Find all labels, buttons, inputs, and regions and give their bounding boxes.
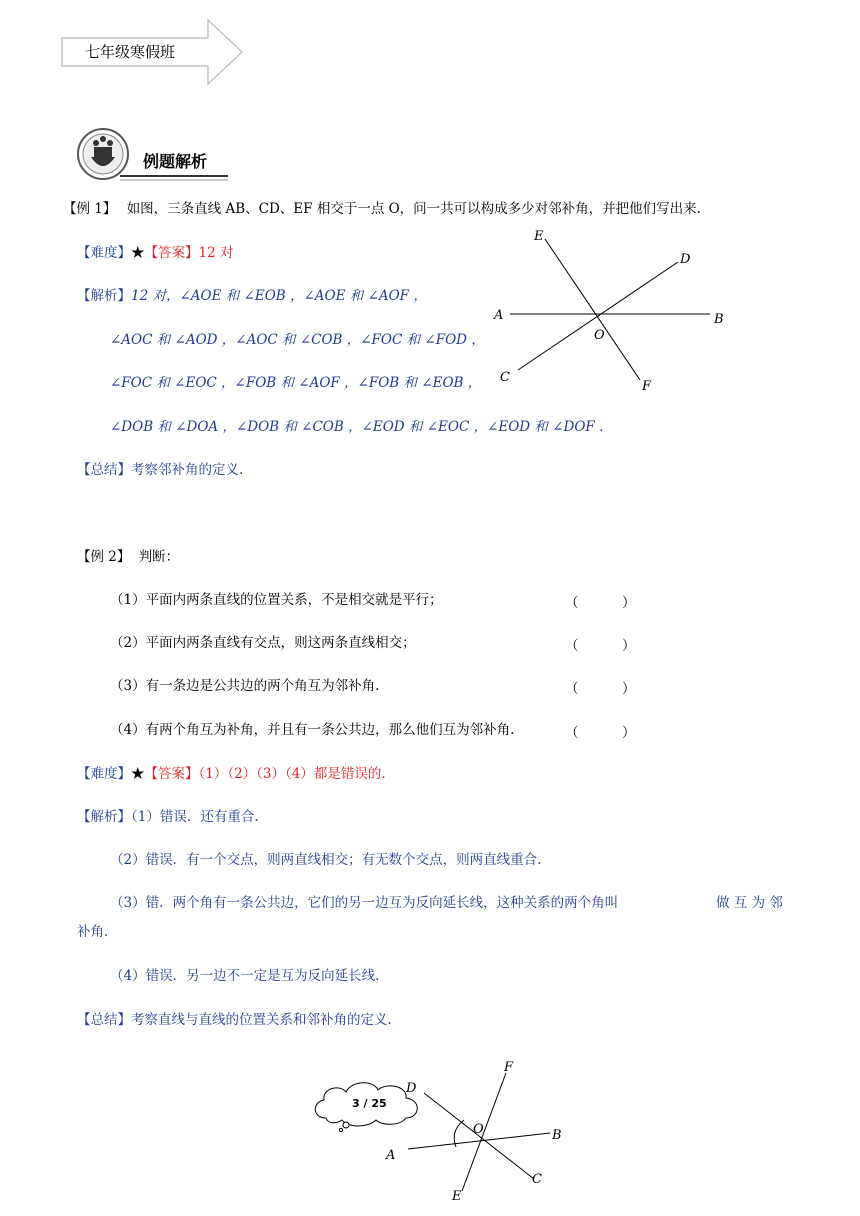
- label-d: D: [680, 252, 691, 267]
- line-fe: [462, 1073, 506, 1191]
- paren-close-2: ）: [622, 638, 636, 654]
- ex1-answer-value: 12 对: [198, 245, 234, 261]
- label-a-2: A: [386, 1148, 396, 1163]
- label-o-2: O: [473, 1122, 484, 1137]
- ex2-difficulty-stars: ★: [131, 766, 145, 782]
- paren-open-2: （: [565, 638, 579, 654]
- ex1-analysis-line-2: ∠AOC 和 ∠AOD ，∠AOC 和 ∠COB ，∠FOC 和 ∠FOD ，: [110, 332, 485, 348]
- footer-figure: [380, 1055, 580, 1205]
- ex2-label: 【例 2】: [77, 549, 131, 565]
- section-underline: [120, 172, 230, 182]
- header-title: 七年级寒假班: [85, 43, 176, 61]
- ex2-analysis-line-3: （3）错．两个角有一条公共边，它们的另一边互为反向延长线，这种关系的两个角叫: [110, 895, 619, 911]
- ex2-summary-line: [77, 1011, 392, 1029]
- label-o: O: [594, 328, 605, 343]
- paren-open-4: （: [565, 725, 579, 741]
- paren-close-3: ）: [622, 681, 636, 697]
- ex1-question-text: 如图，三条直线 AB、CD、EF 相交于一点 O，问一共可以构成多少对邻补角，并把他们写出来.: [126, 201, 701, 217]
- paren-close-1: ）: [622, 595, 636, 611]
- ex2-summary-text: 考察直线与直线的位置关系和邻补角的定义.: [131, 1012, 392, 1028]
- line-ef: [545, 239, 640, 380]
- ex2-item-3: （3）有一条边是公共边的两个角互为邻补角.: [110, 678, 380, 694]
- ex2-answer-value: （1）（2）（3）（4）都是错误的.: [198, 766, 386, 782]
- ex2-summary-label: 【总结】: [77, 1012, 131, 1028]
- ex1-analysis-line-4: ∠DOB 和 ∠DOA ，∠DOB 和 ∠COB ，∠EOD 和 ∠EOC ，∠EOD 和 ∠DOF .: [110, 419, 604, 435]
- paren-open-1: （: [565, 595, 579, 611]
- ex1-question: [63, 200, 701, 218]
- ex1-summary-text: 考察邻补角的定义.: [131, 462, 244, 478]
- label-c-2: C: [532, 1172, 542, 1187]
- ex1-summary-line: [77, 461, 243, 479]
- ex1-analysis-line-1: [77, 287, 427, 305]
- ex1-analysis-line-3: ∠FOC 和 ∠EOC ，∠FOB 和 ∠AOF ，∠FOB 和 ∠EOB ，: [110, 375, 482, 391]
- label-b-2: B: [552, 1128, 562, 1143]
- ex2-analysis-line-4: （4）错误．另一边不一定是互为反向延长线.: [110, 968, 380, 984]
- ex1-difficulty-label: 【难度】: [77, 245, 131, 261]
- ex2-analysis-line-3c: 补角.: [77, 924, 109, 940]
- label-f-2: F: [504, 1060, 514, 1075]
- ex2-answer-label: 【答案】: [144, 766, 199, 782]
- ex2-analysis-line-1: [77, 808, 259, 826]
- ex1-analysis-text-1: 12 对，∠AOE 和 ∠EOB ，∠AOE 和 ∠AOF ，: [131, 288, 427, 304]
- label-f: F: [642, 379, 652, 394]
- paren-open-3: （: [565, 681, 579, 697]
- ex2-difficulty-label: 【难度】: [77, 766, 131, 782]
- page-number: 3 / 25: [352, 1097, 387, 1110]
- label-d-2: D: [406, 1081, 417, 1096]
- ex2-analysis-line-3b: 做 互 为 邻: [716, 895, 783, 911]
- ex2-question: [77, 548, 179, 566]
- section-title: 例题解析: [143, 152, 208, 171]
- label-e: E: [534, 229, 544, 244]
- ex1-figure: [488, 222, 736, 400]
- ex1-label: 【例 1】: [63, 201, 117, 217]
- ex1-answer-label: 【答案】: [144, 245, 199, 261]
- ex1-analysis-label: 【解析】: [77, 288, 131, 304]
- ex2-analysis-text-1: （1）错误．还有重合.: [131, 809, 259, 825]
- label-a: A: [494, 308, 504, 323]
- ex1-summary-label: 【总结】: [77, 462, 131, 478]
- ex2-question-text: 判断：: [138, 549, 180, 565]
- ex1-difficulty-stars: ★: [131, 245, 145, 261]
- label-c: C: [500, 370, 510, 385]
- paren-close-4: ）: [622, 725, 636, 741]
- ex2-analysis-label: 【解析】: [77, 809, 131, 825]
- label-b: B: [714, 312, 724, 327]
- ex1-difficulty-line: [77, 244, 233, 262]
- ex2-item-4: （4）有两个角互为补角，并且有一条公共边，那么他们互为邻补角.: [110, 722, 515, 738]
- ex2-item-1: （1）平面内两条直线的位置关系，不是相交就是平行；: [110, 592, 443, 608]
- ex2-analysis-line-2: （2）错误．有一个交点，则两直线相交；有无数个交点，则两直线重合.: [110, 852, 542, 868]
- line-cd: [518, 262, 678, 370]
- label-e-2: E: [452, 1189, 462, 1204]
- ex2-item-2: （2）平面内两条直线有交点，则这两条直线相交；: [110, 635, 416, 651]
- ex2-difficulty-line: [77, 765, 386, 783]
